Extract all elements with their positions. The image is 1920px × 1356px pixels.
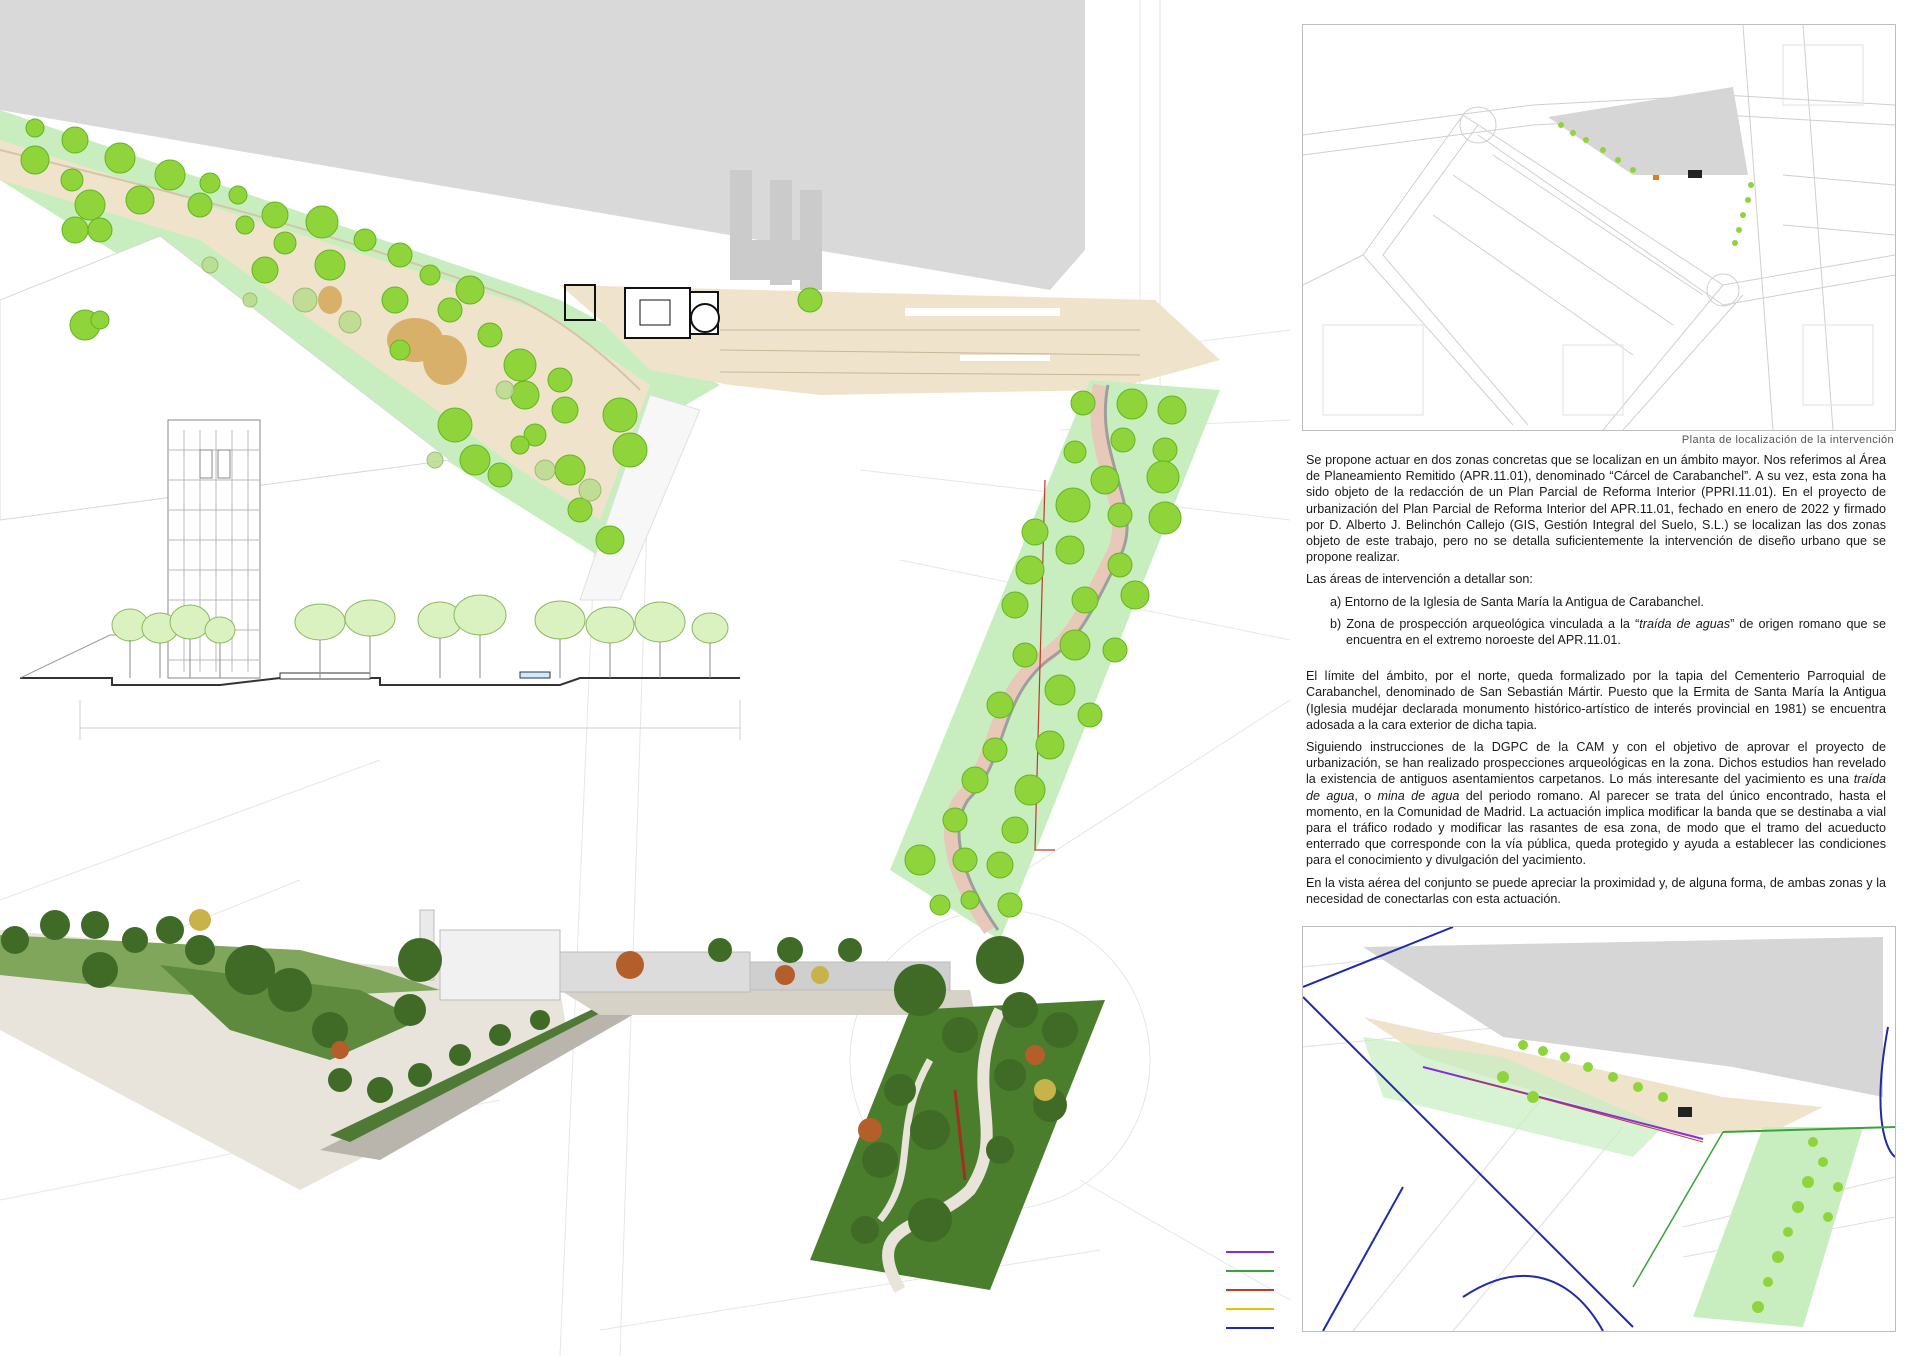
legend (1140, 1248, 1280, 1343)
aerial-plan-ermita (1678, 1107, 1692, 1117)
location-map-blocks (1323, 45, 1873, 415)
location-map-marker (1653, 175, 1659, 180)
section-drawing (20, 410, 760, 750)
aerial-plan-linear-park (1693, 1127, 1863, 1327)
description-paragraph: En la vista aérea del conjunto se puede apreciar la proximidad y, de alguna forma, de ambas zonas y la necesidad de conectarlas con esta actuación. (1306, 875, 1886, 906)
item-text: Entorno de la Iglesia de Santa María la Antigua de Carabanchel. (1344, 594, 1704, 609)
aerial-plan-drawing (1303, 927, 1895, 1331)
legend-row (1140, 1305, 1280, 1324)
legend-row (1140, 1324, 1280, 1343)
legend-row (1140, 1248, 1280, 1267)
legend-row (1140, 1286, 1280, 1305)
intervention-item-b (1330, 616, 1886, 648)
location-map-drawing (1303, 25, 1895, 430)
legend-line-blue (1463, 1276, 1603, 1331)
text-emphasis: traída de agua (1306, 772, 1886, 803)
aerial-plan (1302, 926, 1896, 1332)
item-label: a) (1330, 594, 1342, 609)
description-paragraph: El límite del ámbito, por el norte, queda formalizado por la tapia del Cementerio Parroquial de Carabanchel, denominado de San Sebastián Mártir. Puesto que la Ermita de Santa María la Antigua (Iglesia mudéjar declarada monumento histórico-artístico de interés provincial en 1981) se encuentra adosada a la cara exterior de dicha tapia. (1306, 669, 1886, 732)
legend-swatch-green (1226, 1270, 1274, 1272)
section-dimension-lines (80, 700, 740, 740)
description (1306, 452, 1886, 913)
location-map-cemetery (1548, 87, 1748, 175)
sand-area (318, 286, 342, 314)
legend-line-green (1633, 1132, 1723, 1287)
intervention-item-a (1330, 594, 1886, 610)
legend-swatch-blue (1226, 1327, 1274, 1329)
location-map (1302, 24, 1896, 431)
aerial-render (0, 890, 1110, 1310)
legend-swatch-red (1226, 1289, 1274, 1291)
description-paragraph: Se propone actuar en dos zonas concretas que se localizan en un ámbito mayor. Nos referimos al Área de Planeamiento Remitido (APR.11.01), denominado “Cárcel de Carabanchel”. A su vez, esta zona ha sido objeto de la redacción de un Plan Parcial de Reforma Interior (PPRI.11.01). En el proyecto de urbanización del Plan Parcial de Reforma Interior del APR.11.01, fechado en enero de 2022 y firmado por D. Alberto J. Belinchón Callejo (GIS, Gestión Integral del Suelo, S.L.) se localizan las dos zonas objeto de este trabajo, pero no se detalla suficientemente la intervención de diseño urbano que se propone realizar. (1306, 453, 1886, 565)
location-map-ermita (1688, 170, 1702, 178)
location-map-caption: Planta de localización de la intervención (1681, 434, 1894, 446)
section-ground-line (20, 678, 740, 685)
intervention-list (1306, 594, 1886, 649)
section-water (520, 672, 550, 678)
text-run: del periodo romano. Al parecer se trata del único encontrado, hasta el momento, en la Comunidad de Madrid. La actuación implica modificar la banda que se destinaba a vial para el tráfico rodado y modificar las rasantes de esa zona, de modo que el tramo del acueducto enterrado que corresponde con la vía pública, queda protegido y ayuda a establecer las condiciones para el conocimiento y divulgación del yacimiento. (1306, 788, 1886, 868)
item-text: Zona de prospección arqueológica vinculada a la “ (1346, 616, 1640, 631)
item-emphasis: traída de aguas (1639, 616, 1731, 631)
description-paragraph (1306, 739, 1886, 869)
text-emphasis: mina de agua (1377, 788, 1460, 803)
bench-strip (960, 355, 1050, 361)
item-text: ” de origen romano que se encuentra en el extremo noroeste del APR.11.01. (1346, 616, 1886, 648)
legend-line-blue (1323, 1187, 1403, 1331)
legend-row (1140, 1267, 1280, 1286)
section-roof-line (20, 635, 160, 678)
description-paragraph: Las áreas de intervención a detallar son: (1306, 572, 1533, 587)
text-run: Siguiendo instrucciones de la DGPC de la CAM y con el objetivo de aprovar el proyecto de urbanización, se han realizado prospecciones arqueológicas en la zona. Dichos estudios han revelado la existencia de antiguos asentamientos carpetanos. Lo más interesante del yacimiento es una (1306, 740, 1886, 787)
text-run: , o (1354, 788, 1378, 803)
bench-strip (905, 308, 1060, 316)
aerial-ermita (420, 910, 950, 1000)
sand-area (423, 335, 467, 385)
item-label: b) (1330, 616, 1342, 631)
legend-swatch-yellow (1226, 1308, 1274, 1310)
section-bench (280, 673, 370, 679)
legend-swatch-purple (1226, 1251, 1274, 1253)
location-map-streets (1303, 25, 1895, 430)
